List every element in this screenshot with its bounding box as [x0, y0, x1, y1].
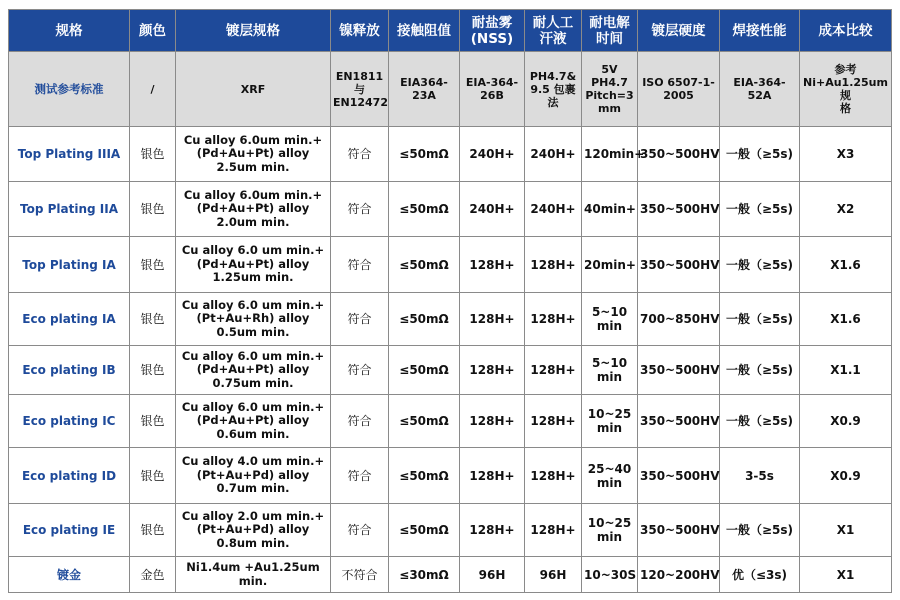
salt-spray-cell: 128H+	[460, 395, 525, 448]
test-standard-cell: /	[130, 52, 176, 127]
nickel-release-cell: 符合	[331, 395, 389, 448]
electrolysis-time-cell: 5~10 min	[582, 293, 638, 346]
color-cell: 银色	[130, 127, 176, 182]
salt-spray-cell: 128H+	[460, 237, 525, 293]
solderability-cell: 一般（≥5s)	[720, 237, 800, 293]
electrolysis-time-cell: 5~10 min	[582, 346, 638, 395]
electrolysis-time-cell: 10~30S	[582, 557, 638, 593]
cost-cell: X1.6	[800, 237, 892, 293]
plating-spec-cell: Cu alloy 6.0um min.+ (Pd+Au+Pt) alloy 2.0um min.	[176, 182, 331, 237]
table-row	[9, 395, 892, 448]
column-header: 镍释放	[331, 10, 389, 52]
column-header: 耐电解 时间	[582, 10, 638, 52]
cost-cell: X0.9	[800, 395, 892, 448]
table-row	[9, 182, 892, 237]
spec-table-container	[8, 9, 891, 590]
solderability-cell: 一般（≥5s)	[720, 182, 800, 237]
table-row	[9, 557, 892, 593]
contact-resistance-cell: ≤50mΩ	[389, 504, 460, 557]
color-cell: 银色	[130, 448, 176, 504]
hardness-cell: 350~500HV	[638, 504, 720, 557]
electrolysis-time-cell: 10~25 min	[582, 395, 638, 448]
cost-cell: X2	[800, 182, 892, 237]
hardness-cell: 350~500HV	[638, 346, 720, 395]
table-row	[9, 448, 892, 504]
contact-resistance-cell: ≤50mΩ	[389, 237, 460, 293]
solderability-cell: 一般（≥5s)	[720, 127, 800, 182]
salt-spray-cell: 96H	[460, 557, 525, 593]
contact-resistance-cell: ≤50mΩ	[389, 293, 460, 346]
color-cell: 金色	[130, 557, 176, 593]
column-header: 耐人工 汗液	[525, 10, 582, 52]
spec-name-cell: Eco plating IA	[9, 293, 130, 346]
test-standard-cell: 5V PH4.7 Pitch=3 mm	[582, 52, 638, 127]
salt-spray-cell: 128H+	[460, 293, 525, 346]
test-standard-cell: EIA364- 23A	[389, 52, 460, 127]
salt-spray-cell: 128H+	[460, 346, 525, 395]
cost-cell: X1	[800, 504, 892, 557]
solderability-cell: 3-5s	[720, 448, 800, 504]
color-cell: 银色	[130, 504, 176, 557]
table-row	[9, 504, 892, 557]
hardness-cell: 700~850HV	[638, 293, 720, 346]
spec-name-cell: Eco plating IC	[9, 395, 130, 448]
hardness-cell: 350~500HV	[638, 448, 720, 504]
color-cell: 银色	[130, 346, 176, 395]
solderability-cell: 一般（≥5s)	[720, 346, 800, 395]
color-cell: 银色	[130, 237, 176, 293]
test-standard-cell: EN1811与 EN12472	[331, 52, 389, 127]
nickel-release-cell: 符合	[331, 182, 389, 237]
column-header: 镀层规格	[176, 10, 331, 52]
electrolysis-time-cell: 40min+	[582, 182, 638, 237]
spec-name-cell: Eco plating ID	[9, 448, 130, 504]
nickel-release-cell: 符合	[331, 237, 389, 293]
spec-name-cell: 镀金	[9, 557, 130, 593]
plating-spec-cell: Cu alloy 6.0um min.+ (Pd+Au+Pt) alloy 2.5um min.	[176, 127, 331, 182]
plating-spec-cell: Cu alloy 2.0 um min.+ (Pt+Au+Pd) alloy 0.8um min.	[176, 504, 331, 557]
test-standard-cell: EIA-364-52A	[720, 52, 800, 127]
solderability-cell: 优（≤3s)	[720, 557, 800, 593]
column-header: 耐盐雾 (NSS)	[460, 10, 525, 52]
test-standard-cell: 参考 Ni+Au1.25um规 格	[800, 52, 892, 127]
plating-spec-cell: Cu alloy 4.0 um min.+ (Pt+Au+Pd) alloy 0.7um min.	[176, 448, 331, 504]
contact-resistance-cell: ≤50mΩ	[389, 448, 460, 504]
spec-name-cell: Top Plating IIA	[9, 182, 130, 237]
standards-row	[9, 52, 892, 127]
salt-spray-cell: 240H+	[460, 127, 525, 182]
nickel-release-cell: 符合	[331, 504, 389, 557]
nickel-release-cell: 符合	[331, 127, 389, 182]
salt-spray-cell: 128H+	[460, 504, 525, 557]
cost-cell: X1.6	[800, 293, 892, 346]
contact-resistance-cell: ≤50mΩ	[389, 127, 460, 182]
hardness-cell: 120~200HV	[638, 557, 720, 593]
test-standard-cell: EIA-364- 26B	[460, 52, 525, 127]
electrolysis-time-cell: 10~25 min	[582, 504, 638, 557]
cost-cell: X0.9	[800, 448, 892, 504]
cost-cell: X1	[800, 557, 892, 593]
table-row	[9, 237, 892, 293]
artificial-sweat-cell: 128H+	[525, 395, 582, 448]
plating-spec-cell: Cu alloy 6.0 um min.+ (Pd+Au+Pt) alloy 0.6um min.	[176, 395, 331, 448]
color-cell: 银色	[130, 293, 176, 346]
header-row	[9, 10, 892, 52]
electrolysis-time-cell: 120min+	[582, 127, 638, 182]
salt-spray-cell: 240H+	[460, 182, 525, 237]
solderability-cell: 一般（≥5s)	[720, 395, 800, 448]
hardness-cell: 350~500HV	[638, 182, 720, 237]
nickel-release-cell: 符合	[331, 448, 389, 504]
contact-resistance-cell: ≤50mΩ	[389, 182, 460, 237]
artificial-sweat-cell: 96H	[525, 557, 582, 593]
spec-name-cell: Eco plating IE	[9, 504, 130, 557]
color-cell: 银色	[130, 182, 176, 237]
column-header: 焊接性能	[720, 10, 800, 52]
contact-resistance-cell: ≤50mΩ	[389, 346, 460, 395]
electrolysis-time-cell: 25~40 min	[582, 448, 638, 504]
nickel-release-cell: 符合	[331, 346, 389, 395]
artificial-sweat-cell: 128H+	[525, 293, 582, 346]
column-header: 镀层硬度	[638, 10, 720, 52]
hardness-cell: 350~500HV	[638, 237, 720, 293]
table-row	[9, 346, 892, 395]
contact-resistance-cell: ≤50mΩ	[389, 395, 460, 448]
artificial-sweat-cell: 240H+	[525, 127, 582, 182]
artificial-sweat-cell: 128H+	[525, 448, 582, 504]
plating-spec-cell: Cu alloy 6.0 um min.+ (Pd+Au+Pt) alloy 0.75um min.	[176, 346, 331, 395]
table-row	[9, 127, 892, 182]
color-cell: 银色	[130, 395, 176, 448]
artificial-sweat-cell: 128H+	[525, 237, 582, 293]
test-standard-cell: XRF	[176, 52, 331, 127]
cost-cell: X1.1	[800, 346, 892, 395]
spec-name-cell: Top Plating IA	[9, 237, 130, 293]
table-row	[9, 293, 892, 346]
column-header: 规格	[9, 10, 130, 52]
artificial-sweat-cell: 240H+	[525, 182, 582, 237]
hardness-cell: 350~500HV	[638, 127, 720, 182]
hardness-cell: 350~500HV	[638, 395, 720, 448]
solderability-cell: 一般（≥5s)	[720, 504, 800, 557]
test-standard-cell: ISO 6507-1- 2005	[638, 52, 720, 127]
spec-name-cell: Top Plating IIIA	[9, 127, 130, 182]
artificial-sweat-cell: 128H+	[525, 504, 582, 557]
nickel-release-cell: 符合	[331, 293, 389, 346]
salt-spray-cell: 128H+	[460, 448, 525, 504]
test-standard-cell: 测试参考标准	[9, 52, 130, 127]
cost-cell: X3	[800, 127, 892, 182]
nickel-release-cell: 不符合	[331, 557, 389, 593]
plating-spec-cell: Cu alloy 6.0 um min.+ (Pt+Au+Rh) alloy 0.5um min.	[176, 293, 331, 346]
contact-resistance-cell: ≤30mΩ	[389, 557, 460, 593]
column-header: 接触阻值	[389, 10, 460, 52]
electrolysis-time-cell: 20min+	[582, 237, 638, 293]
test-standard-cell: PH4.7& 9.5 包裹 法	[525, 52, 582, 127]
artificial-sweat-cell: 128H+	[525, 346, 582, 395]
column-header: 成本比较	[800, 10, 892, 52]
plating-comparison-table	[8, 9, 892, 593]
spec-name-cell: Eco plating IB	[9, 346, 130, 395]
solderability-cell: 一般（≥5s)	[720, 293, 800, 346]
plating-spec-cell: Cu alloy 6.0 um min.+ (Pd+Au+Pt) alloy 1.25um min.	[176, 237, 331, 293]
column-header: 颜色	[130, 10, 176, 52]
plating-spec-cell: Ni1.4um +Au1.25um min.	[176, 557, 331, 593]
